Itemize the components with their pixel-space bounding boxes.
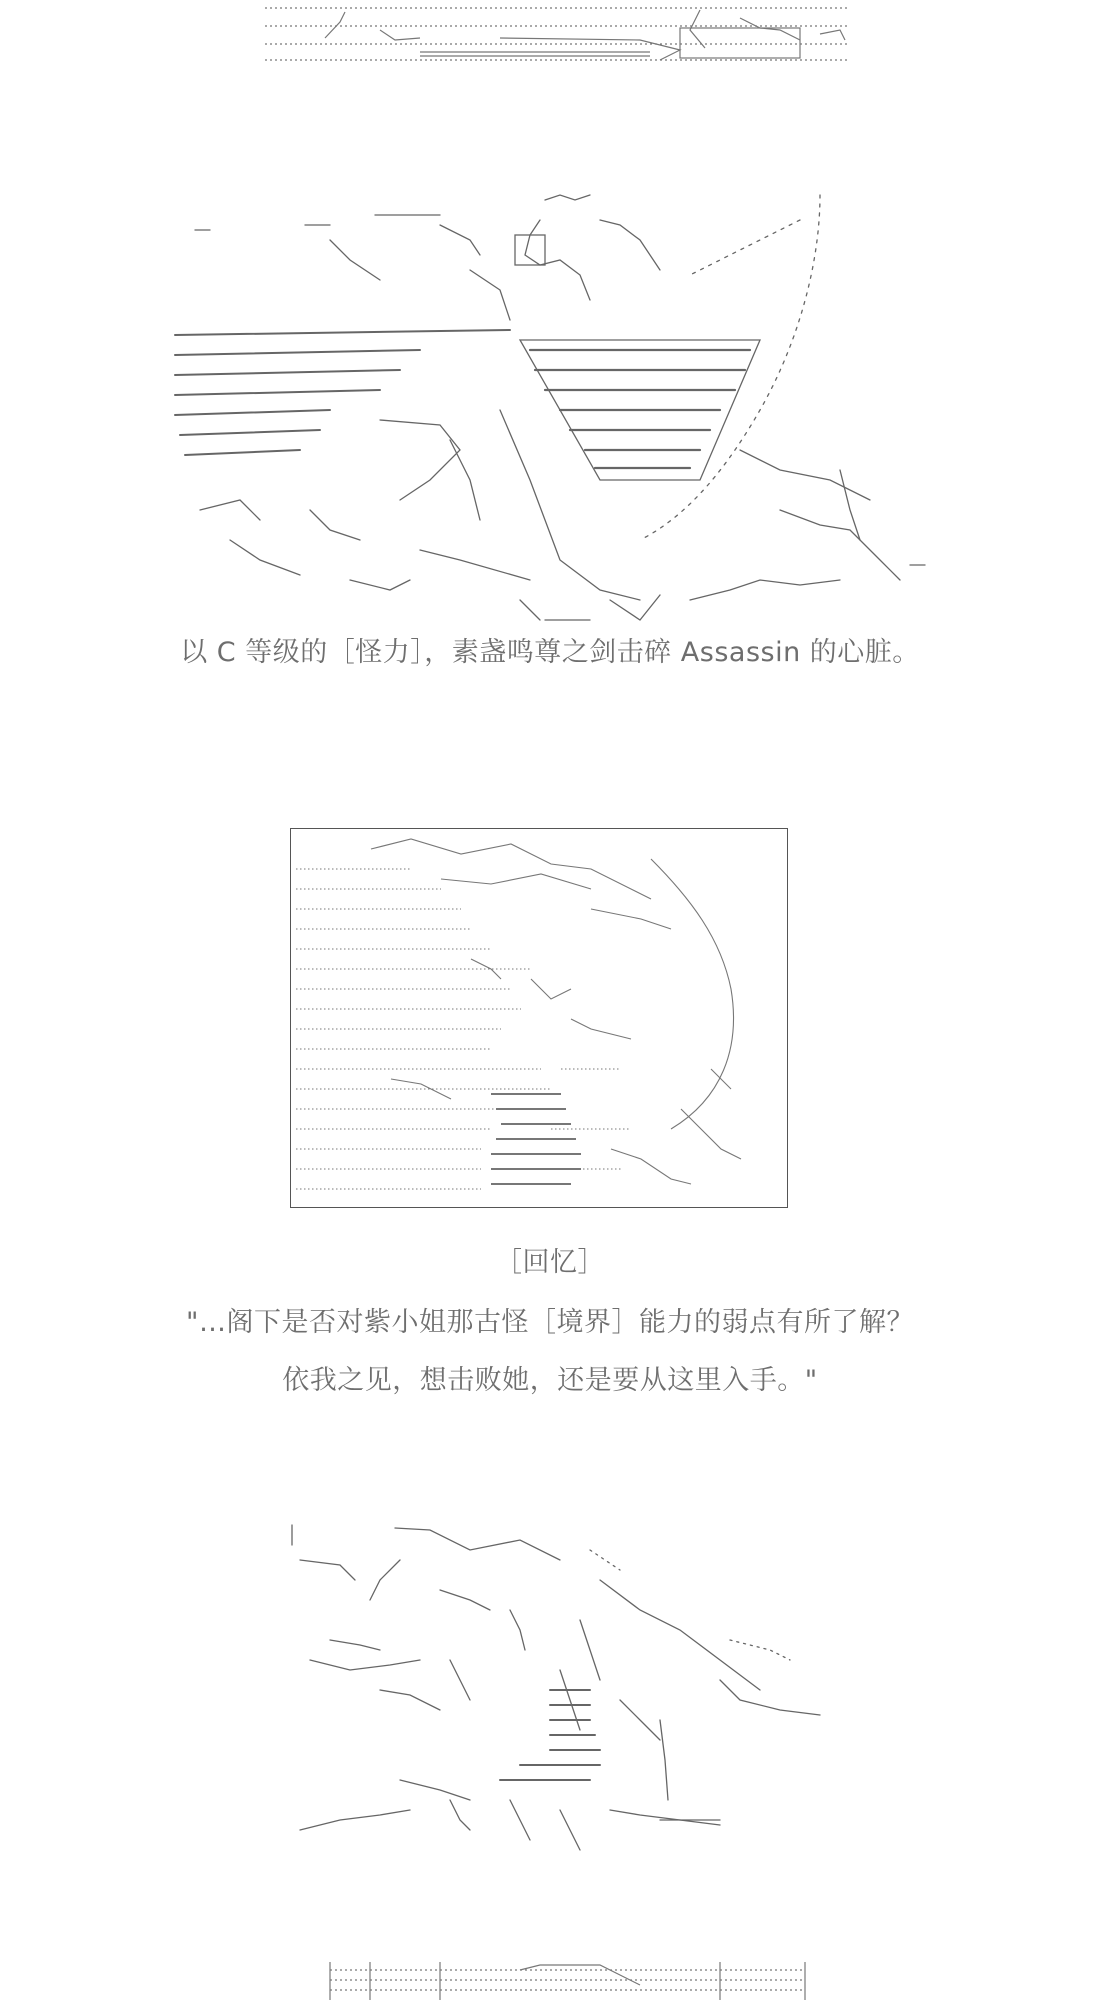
lower-figure-art <box>0 1520 1100 1880</box>
top-art-fragment <box>0 0 1100 80</box>
recall-label: ［回忆］ <box>495 1247 605 1278</box>
recall-illustration-frame <box>290 828 788 1208</box>
bottom-art-fragment <box>0 1960 1100 2000</box>
quote-line-1: "…阁下是否对紫小姐那古怪［境界］能力的弱点有所了解？ <box>186 1307 914 1338</box>
quote-line-2: 依我之见，想击败她，还是要从这里入手。" <box>282 1365 818 1396</box>
recall-illustration <box>291 829 786 1206</box>
battle-scene-art <box>0 180 1100 780</box>
battle-caption: 以 C 等级的［怪力］，素盏鸣尊之剑击碎 Assassin 的心脏。 <box>180 637 920 668</box>
